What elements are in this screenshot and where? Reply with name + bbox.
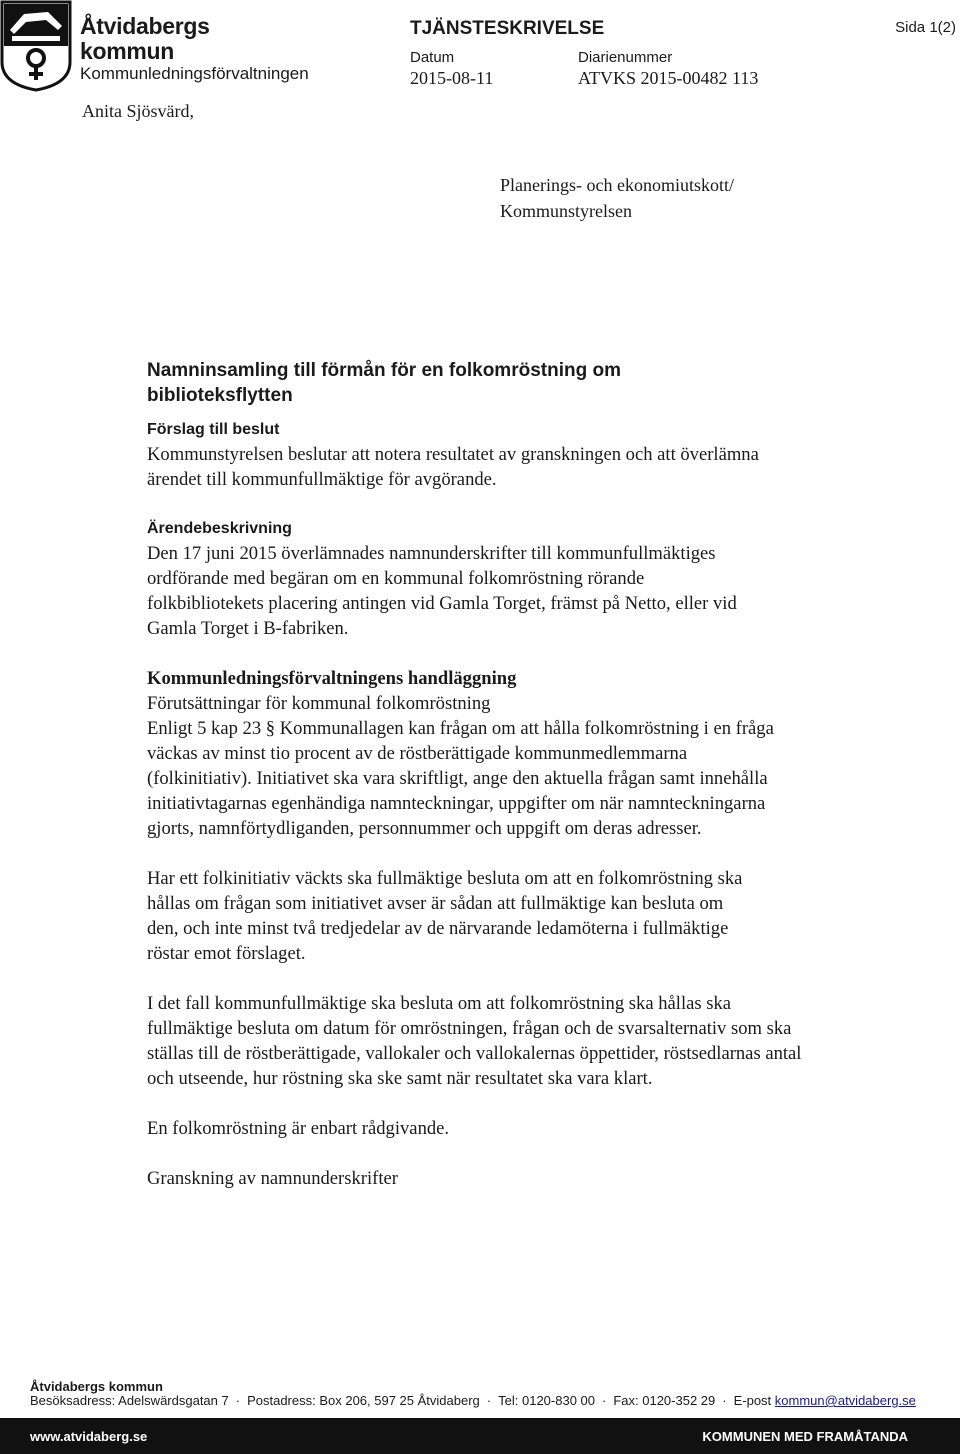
paragraph-initiative: Enligt 5 kap 23 § Kommunallagen kan frågan om att hålla folkomröstning i en fråga väckas av minst tio procent av de röstberättigade kommunmedlemmarna (folkinitiativ). Initiativet ska vara skriftligt, ange den aktuella frågan samt innehålla initiativtagarnas egenhändiga namnteckningar, uppgifter om när namnteckningarna gjorts, namnförtydliganden, personnummer och uppgift om deras adresser.	[147, 718, 774, 839]
review-heading: Granskning av namnunderskrifter	[147, 1168, 398, 1189]
description-heading: Ärendebeskrivning	[147, 520, 292, 537]
document-body	[147, 358, 867, 1191]
paragraph-referendum-details: I det fall kommunfullmäktige ska besluta om att folkomröstning ska hållas ska fullmäktige besluta om datum för omröstningen, frågan och de svarsalternativ som ska ställas till de röstberättigade, vallokaler och vallokalernas öppettider, röstsedlarnas antal och utseende, hur röstning ska ske samt när resultatet ska vara klart.	[147, 993, 802, 1089]
organization-name	[80, 14, 210, 64]
footer-contact	[30, 1393, 916, 1408]
separator-dot: ·	[602, 1393, 607, 1408]
organization-name-line1: Åtvidabergs	[80, 13, 210, 39]
recipient-line2: Kommunstyrelsen	[500, 201, 632, 221]
handling-heading: Kommunledningsförvaltningens handläggning	[147, 668, 517, 689]
date-label: Datum	[410, 49, 455, 66]
conditions-heading: Förutsättningar för kommunal folkomröstning	[147, 693, 491, 714]
recipient-block	[500, 172, 734, 224]
organization-name-line2: kommun	[80, 38, 175, 64]
paragraph-council-decision: Har ett folkinitiativ väckts ska fullmäktige besluta om att en folkomröstning ska hållas om frågan som initiativet avser är sådan att fullmäktige kan besluta om den, och inte minst två tredjedelar av de närvarande ledamöterna i fullmäktige röstar emot förslaget.	[147, 868, 743, 964]
proposal-text: Kommunstyrelsen beslutar att notera resultatet av granskningen och att överlämna ärendet till kommunfullmäktige för avgörande.	[147, 444, 759, 490]
date-value: 2015-08-11	[410, 68, 494, 88]
author-name: Anita Sjösvärd,	[82, 101, 194, 121]
registration-label: Diarienummer	[578, 49, 673, 66]
footer-organization: Åtvidabergs kommun	[30, 1379, 163, 1394]
separator-dot: ·	[722, 1393, 727, 1408]
paragraph-advisory: En folkomröstning är enbart rådgivande.	[147, 1118, 450, 1139]
document-type: TJÄNSTESKRIVELSE	[410, 18, 605, 39]
footer-visit-address: Besöksadress: Adelswärdsgatan 7	[30, 1393, 229, 1408]
organization-department: Kommunledningsförvaltningen	[80, 64, 309, 83]
footer-postal-address: Postadress: Box 206, 597 25 Åtvidaberg	[247, 1393, 480, 1408]
footer-email-label: E-post	[733, 1393, 772, 1408]
separator-dot: ·	[486, 1393, 492, 1408]
proposal-heading: Förslag till beslut	[147, 421, 280, 438]
footer-email-link[interactable]: kommun@atvidaberg.se	[774, 1393, 916, 1408]
description-text: Den 17 juni 2015 överlämnades namnunderskrifter till kommunfullmäktiges ordförande med begäran om en kommunal folkomröstning rörande folkbibliotekets placering antingen vid Gamla Torget, främst på Netto, eller vid Gamla Torget i B-fabriken.	[147, 543, 737, 639]
footer-website-link[interactable]: www.atvidaberg.se	[30, 1429, 148, 1444]
document-title: Namninsamling till förmån för en folkomröstning om biblioteksflytten	[147, 360, 621, 406]
municipality-logo	[0, 0, 72, 92]
footer-slogan: KOMMUNEN MED FRAMÅTANDA	[702, 1429, 908, 1444]
page-number: Sida 1(2)	[895, 19, 956, 36]
registration-value: ATVKS 2015-00482 113	[578, 68, 759, 88]
footer-phone: Tel: 0120-830 00	[498, 1393, 595, 1408]
separator-dot: ·	[235, 1393, 241, 1408]
coat-of-arms-icon	[0, 0, 72, 92]
recipient-line1: Planerings- och ekonomiutskott/	[500, 175, 734, 195]
footer-fax: Fax: 0120-352 29	[613, 1393, 716, 1408]
